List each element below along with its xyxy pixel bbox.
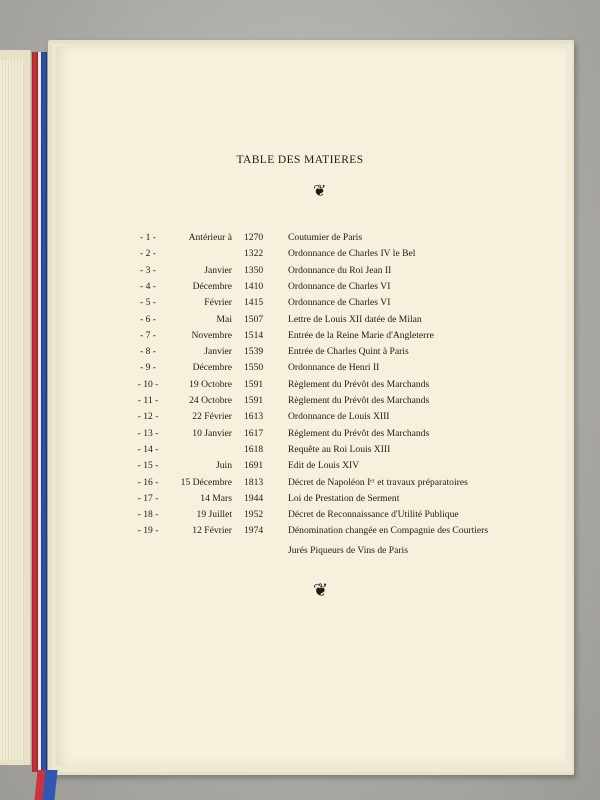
entry-description: Coutumier de Paris	[288, 232, 363, 243]
entry-year: 1507	[244, 313, 264, 325]
entry-number: - 1 -	[140, 232, 156, 243]
entry-description: Ordonnance de Charles VI	[288, 280, 391, 292]
toc-row	[0, 491, 600, 507]
entry-number: - 8 -	[140, 346, 156, 358]
toc-row	[0, 377, 600, 393]
entry-date: Mai	[216, 313, 232, 325]
entry-number: - 15 -	[137, 460, 159, 472]
entry-year: 1952	[244, 509, 264, 521]
toc-row	[0, 312, 600, 328]
toc-row	[0, 360, 600, 376]
entry-description: Requête au Roi Louis XIII	[288, 443, 391, 455]
entry-number: - 3 -	[140, 264, 156, 276]
entry-description: Ordonnance de Charles VI	[288, 297, 391, 309]
entry-description: Ordonnance de Charles IV le Bel	[288, 248, 416, 260]
entry-year: 1813	[244, 476, 264, 488]
entry-description: Décret de Napoléon Iᵉʳ et travaux préparatoires	[288, 476, 468, 488]
entry-year: 1550	[244, 362, 264, 374]
entry-description: Edit de Louis XIV	[288, 460, 360, 472]
entry-description: Entrée de la Reine Marie d'Angleterre	[288, 329, 434, 341]
entry-date: 19 Juillet	[196, 509, 232, 521]
toc-row	[0, 246, 600, 262]
entry-number: - 4 -	[140, 280, 156, 292]
toc-row	[0, 295, 600, 311]
entry-year: 1617	[244, 427, 264, 439]
entry-year: 1691	[244, 460, 264, 472]
entry-number: - 7 -	[140, 329, 156, 341]
fleuron-icon-top: ❦	[313, 183, 327, 200]
entry-description: Entrée de Charles Quint à Paris	[288, 346, 409, 358]
entry-description: Ordonnance de Louis XIII	[288, 411, 390, 423]
entry-date: Janvier	[204, 264, 232, 276]
entry-number: - 16 -	[137, 476, 159, 488]
toc-row	[0, 393, 600, 409]
entry-date: Juin	[216, 460, 232, 472]
page-title: TABLE DES MATIERES	[236, 154, 364, 166]
toc-row	[0, 426, 600, 442]
entry-description: Loi de Prestation de Serment	[288, 492, 400, 504]
entry-description: Règlement du Prévôt des Marchands	[288, 395, 430, 406]
entry-description: Lettre de Louis XII datée de Milan	[288, 313, 422, 325]
entry-number: - 10 -	[137, 378, 159, 390]
entry-year: 1415	[244, 297, 264, 309]
entry-year: 1591	[244, 378, 264, 390]
entry-date: 22 Février	[192, 411, 232, 423]
entry-year: 1591	[244, 395, 264, 406]
entry-number: - 14 -	[137, 443, 159, 455]
entry-description: Ordonnance du Roi Jean II	[288, 264, 392, 276]
entry-number: - 6 -	[140, 313, 156, 325]
entry-year: 1350	[244, 264, 264, 276]
fleuron-icon-bottom: ❦	[313, 580, 329, 600]
entry-description: Règlement du Prévôt des Marchands	[288, 427, 430, 439]
entry-number: - 11 -	[137, 395, 159, 406]
toc-row	[0, 409, 600, 425]
entry-number: - 13 -	[137, 427, 159, 439]
entry-date: 19 Octobre	[189, 378, 232, 390]
entry-number: - 5 -	[140, 297, 156, 309]
entry-number: - 17 -	[137, 492, 159, 504]
entry-description: Décret de Reconnaissance d'Utilité Publique	[288, 509, 459, 521]
entry-date: Antérieur à	[188, 232, 232, 243]
toc-row	[0, 279, 600, 295]
entry-date: Novembre	[191, 329, 232, 341]
toc-row	[0, 230, 600, 246]
entry-number: - 12 -	[137, 411, 159, 423]
entry-date: Février	[204, 297, 232, 309]
entry-number: - 18 -	[137, 509, 159, 521]
toc-row	[0, 442, 600, 458]
entry-date: 15 Décembre	[180, 476, 232, 488]
entry-date: Décembre	[192, 280, 232, 292]
toc-row	[0, 344, 600, 360]
toc-row	[0, 263, 600, 279]
entry-date: 14 Mars	[200, 492, 232, 504]
entry-year: 1613	[244, 411, 264, 423]
entry-year: 1539	[244, 346, 264, 358]
entry-date: 12 Février	[192, 525, 232, 537]
entry-description: Dénomination changée en Compagnie des Courtiers	[288, 525, 489, 537]
entry-number: - 9 -	[140, 362, 156, 374]
entry-year: 1944	[244, 492, 264, 504]
entry-year: 1270	[244, 232, 264, 243]
entry-date: 24 Octobre	[189, 395, 232, 406]
entry-year: 1322	[244, 248, 264, 260]
entry-number: - 19 -	[137, 525, 159, 537]
entry-19-continuation: Jurés Piqueurs de Vins de Paris	[288, 545, 408, 556]
entry-description: Règlement du Prévôt des Marchands	[288, 378, 430, 390]
toc-row	[0, 328, 600, 344]
entry-description: Ordonnance de Henri II	[288, 362, 380, 374]
toc-row	[0, 523, 600, 539]
entry-date: Décembre	[192, 362, 232, 374]
entry-year: 1514	[244, 329, 264, 341]
entry-year: 1618	[244, 443, 264, 455]
toc-row	[0, 458, 600, 474]
entry-year: 1974	[244, 525, 264, 537]
entry-date: 10 Janvier	[192, 427, 232, 439]
toc-row	[0, 475, 600, 491]
entry-number: - 2 -	[140, 248, 156, 260]
toc-row	[0, 507, 600, 523]
entry-year: 1410	[244, 280, 264, 292]
entry-date: Janvier	[204, 346, 232, 358]
